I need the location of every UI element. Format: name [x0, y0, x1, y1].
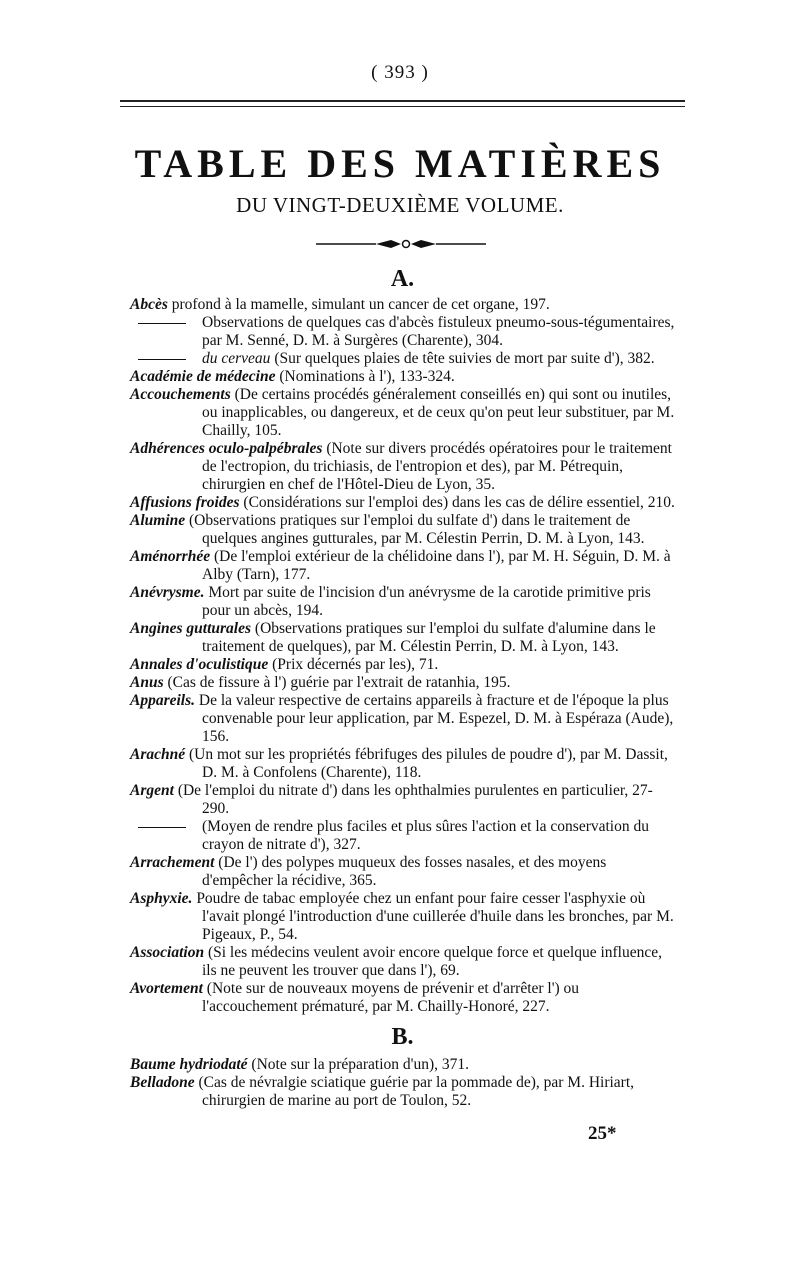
entry-text: (Cas de névralgie sciatique guérie par la pommade de), par M. Hiriart, chirurgien de marine au port de Toulon, 52.: [194, 1074, 635, 1109]
index-entry: [130, 854, 675, 890]
entry-subkeyword: du cerveau: [202, 350, 271, 367]
index-entry: [130, 512, 675, 548]
index-entries: [130, 258, 675, 1110]
entry-text: (Cas de fissure à l') guérie par l'extrait de ratanhia, 195.: [163, 674, 511, 691]
page-title: TABLE DES MATIÈRES: [134, 141, 666, 186]
index-entry: [130, 620, 675, 656]
page-number: ( 393 ): [371, 62, 429, 83]
entry-keyword: Belladone: [130, 1074, 195, 1091]
entry-text: (De l'emploi du nitrate d') dans les ophthalmies purulentes en particulier, 27-290.: [173, 782, 653, 817]
entry-keyword: Affusions froides: [130, 494, 240, 511]
signature-mark: 25*: [588, 1123, 617, 1144]
entry-keyword: Association: [130, 944, 205, 961]
entry-text: (Note sur divers procédés opératoires pour le traitement de l'ectropion, du trichiasis, de l'entropion et des), par M. Pétrequin, chirurgien en chef de l'Hôtel-Dieu de Lyon, 35.: [202, 440, 672, 493]
entry-keyword: Avortement: [130, 980, 203, 997]
entry-keyword: Argent: [130, 782, 174, 799]
index-entry: [130, 386, 675, 440]
header-rule-thick: [120, 100, 685, 102]
index-entry: [130, 1074, 675, 1110]
entry-keyword: Anévrysme.: [130, 584, 205, 601]
entry-text: (De l') des polypes muqueux des fosses nasales, et des moyens d'empêcher la récidive, 365.: [202, 854, 607, 889]
entry-text: (Un mot sur les propriétés fébrifuges des pilules de poudre d'), par M. Dassit, D. M. à Confolens (Charente), 118.: [185, 746, 668, 781]
section-letter: B.: [391, 1024, 414, 1050]
entry-text: (Sur quelques plaies de tête suivies de mort par suite d'), 382.: [270, 350, 655, 367]
entry-text: (Observations pratiques sur l'emploi du sulfate d') dans le traitement de quelques angines gutturales, par M. Célestin Perrin, D. M. à Lyon, 143.: [185, 512, 645, 547]
index-entry: [130, 980, 675, 1016]
index-entry: [130, 656, 675, 674]
index-entry: [130, 746, 675, 782]
entry-keyword: Appareils.: [130, 692, 196, 709]
index-entry: [130, 368, 675, 386]
entry-keyword: Arrachement: [130, 854, 215, 871]
entry-text: (Note sur la préparation d'un), 371.: [247, 1056, 469, 1073]
header-rule-thin: [120, 106, 685, 107]
entry-text: (Prix décernés par les), 71.: [268, 656, 439, 673]
page-subtitle: DU VINGT-DEUXIÈME VOLUME.: [236, 193, 564, 217]
section-letter: A.: [390, 266, 415, 292]
index-entry: [130, 818, 675, 854]
index-entry: [130, 584, 675, 620]
entry-text: (De l'emploi extérieur de la chélidoine dans l'), par M. H. Séguin, D. M. à Alby (Tarn), 177.: [202, 548, 671, 583]
index-entry: [130, 674, 675, 692]
entry-keyword: Abcès: [130, 296, 168, 313]
entry-keyword: Aménorrhée: [130, 548, 211, 565]
entry-text: Poudre de tabac employée chez un enfant pour faire cesser l'asphyxie où l'avait plongé l'introduction d'une cuillerée d'huile dans les bronches, par M. Pigeaux, P., 54.: [192, 890, 674, 943]
ditto-dash: [138, 827, 186, 828]
entry-keyword: Anus: [130, 674, 164, 691]
index-entry: [130, 890, 675, 944]
entry-text: (Moyen de rendre plus faciles et plus sûres l'action et la conservation du crayon de nitrate d'), 327.: [202, 818, 649, 853]
ditto-dash: [138, 359, 186, 360]
entry-keyword: Asphyxie.: [130, 890, 193, 907]
entry-text: (Note sur de nouveaux moyens de prévenir et d'arrêter l') ou l'accouchement prématuré, par M. Chailly-Honoré, 227.: [202, 980, 580, 1015]
entry-keyword: Alumine: [130, 512, 186, 529]
entry-text: Observations de quelques cas d'abcès fistuleux pneumo-sous-tégumentaires, par M. Senné, D. M. à Surgères (Charente), 304.: [202, 314, 675, 349]
ditto-dash: [138, 323, 186, 324]
entry-text: (Considérations sur l'emploi des) dans les cas de délire essentiel, 210.: [239, 494, 675, 511]
entry-text: (Si les médecins veulent avoir encore quelque force et quelque influence, ils ne peuvent les trouver que dans l'), 69.: [202, 944, 663, 979]
entry-keyword: Académie de médecine: [130, 368, 276, 385]
index-entry: [130, 440, 675, 494]
entry-keyword: Angines gutturales: [130, 620, 252, 637]
entry-text: (Observations pratiques sur l'emploi du sulfate d'alumine dans le traitement de quelques), par M. Célestin Perrin, D. M. à Lyon, 143.: [202, 620, 656, 655]
entry-text: Mort par suite de l'incision d'un anévrysme de la carotide primitive pris pour un abcès, 194.: [202, 584, 651, 619]
entry-keyword: Baume hydriodaté: [130, 1056, 248, 1073]
entry-keyword: Annales d'oculistique: [130, 656, 269, 673]
entry-keyword: Accouchements: [130, 386, 231, 403]
index-entry: [130, 1056, 675, 1074]
index-entry: [130, 350, 675, 368]
entry-keyword: Arachné: [130, 746, 186, 763]
entry-keyword: Adhérences oculo-palpébrales: [130, 440, 323, 457]
entry-text: (De certains procédés généralement conseillés en) qui sont ou inutiles, ou inapplicables, ou dangereux, et de ceux qu'on peut leur substituer, par M. Chailly, 105.: [202, 386, 675, 439]
index-entry: [130, 944, 675, 980]
index-entry: [130, 548, 675, 584]
entry-text: De la valeur respective de certains appareils à fracture et de l'époque la plus convenable pour leur application, par M. Espezel, D. M. à Espéraza (Aude), 156.: [195, 692, 674, 745]
index-entry: [130, 314, 675, 350]
index-entry: [130, 296, 675, 314]
ornament-divider: [316, 237, 486, 251]
index-entry: [130, 494, 675, 512]
entry-text: (Nominations à l'), 133-324.: [275, 368, 455, 385]
entry-text: profond à la mamelle, simulant un cancer de cet organe, 197.: [167, 296, 550, 313]
index-entry: [130, 692, 675, 746]
index-entry: [130, 782, 675, 818]
